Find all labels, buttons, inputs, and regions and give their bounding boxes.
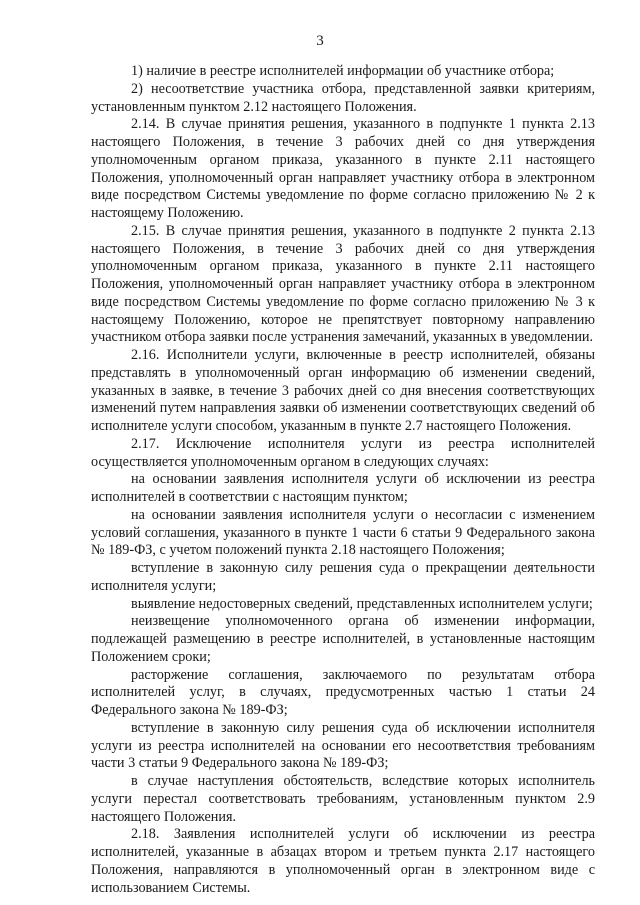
list-item: в случае наступления обстоятельств, вследствие которых исполнитель услуги перестал соответствовать требованиям, установленным пунктом 2.9 настоящего Положения.: [91, 773, 595, 825]
paragraph: 1) наличие в реестре исполнителей информации об участнике отбора;: [131, 63, 555, 79]
paragraph: 2) несоответствие участника отбора, представленной заявки критериям, установленным пунктом 2.12 настоящего Положения.: [91, 80, 595, 115]
list-item: расторжение соглашения, заключаемого по результатам отбора исполнителей услуг, в случаях, предусмотренных частью 1 статьи 24 Федерального закона № 189-ФЗ;: [91, 666, 595, 718]
list-item: на основании заявления исполнителя услуги об исключении из реестра исполнителей в соответствии с настоящим пунктом;: [91, 471, 595, 505]
page-number: 3: [316, 33, 324, 49]
list-item: вступление в законную силу решения суда о прекращении деятельности исполнителя услуги;: [91, 560, 595, 594]
paragraph-2-14: 2.14. В случае принятия решения, указанного в подпункте 1 пункта 2.13 настоящего Положения, в течение 3 рабочих дней со дня утверждения уполномоченным органом приказа, указанного в пункте 2.11 настоящего Положения, уполномоченный орган направляет участнику отбора в электронном виде посредством Системы уведомление по форме согласно приложению № 2 к настоящему Положению.: [91, 116, 595, 221]
list-item: вступление в законную силу решения суда об исключении исполнителя услуги из реестра исполнителей на основании его несоответствия требованиям части 3 статьи 9 Федерального закона № 189-ФЗ;: [91, 719, 595, 772]
paragraph-2-16: 2.16. Исполнители услуги, включенные в реестр исполнителей, обязаны представлять в уполномоченный орган информацию об изменении сведений, указанных в заявке, в течение 3 рабочих дней со дня внесения соответствующих изменений путем направления заявки об изменении соответствующих сведений об исполнителе услуги способом, указанным в пункте 2.7 настоящего Положения.: [91, 347, 595, 434]
paragraph-2-17: 2.17. Исключение исполнителя услуги из реестра исполнителей осуществляется уполномоченным органом в следующих случаях:: [91, 435, 595, 470]
list-item: неизвещение уполномоченного органа об изменении информации, подлежащей размещению в реестре исполнителей, в установленные настоящим Положением сроки;: [91, 613, 595, 665]
paragraph-2-18: 2.18. Заявления исполнителей услуги об исключении из реестра исполнителей, указанные в абзацах втором и третьем пункта 2.17 настоящего Положения, направляются в уполномоченный орган в электронном виде с использованием Системы.: [91, 826, 595, 896]
document-body: [91, 63, 595, 897]
list-item: на основании заявления исполнителя услуги о несогласии с изменением условий соглашения, указанного в пункте 1 части 6 статьи 9 Федерального закона № 189-ФЗ, с учетом положений пункта 2.18 настоящего Положения;: [91, 506, 595, 559]
paragraph-2-15: 2.15. В случае принятия решения, указанного в подпункте 2 пункта 2.13 настоящего Положения, в течение 3 рабочих дней со дня утверждения уполномоченным органом приказа, указанного в пункте 2.11 настоящего Положения, уполномоченный орган направляет участнику отбора в электронном виде посредством Системы уведомление по форме согласно приложению № 3 к настоящему Положению, которое не препятствует повторному направлению участником отбора заявки после устранения замечаний, указанных в уведомлении.: [91, 222, 595, 346]
list-item: выявление недостоверных сведений, представленных исполнителем услуги;: [131, 595, 593, 612]
